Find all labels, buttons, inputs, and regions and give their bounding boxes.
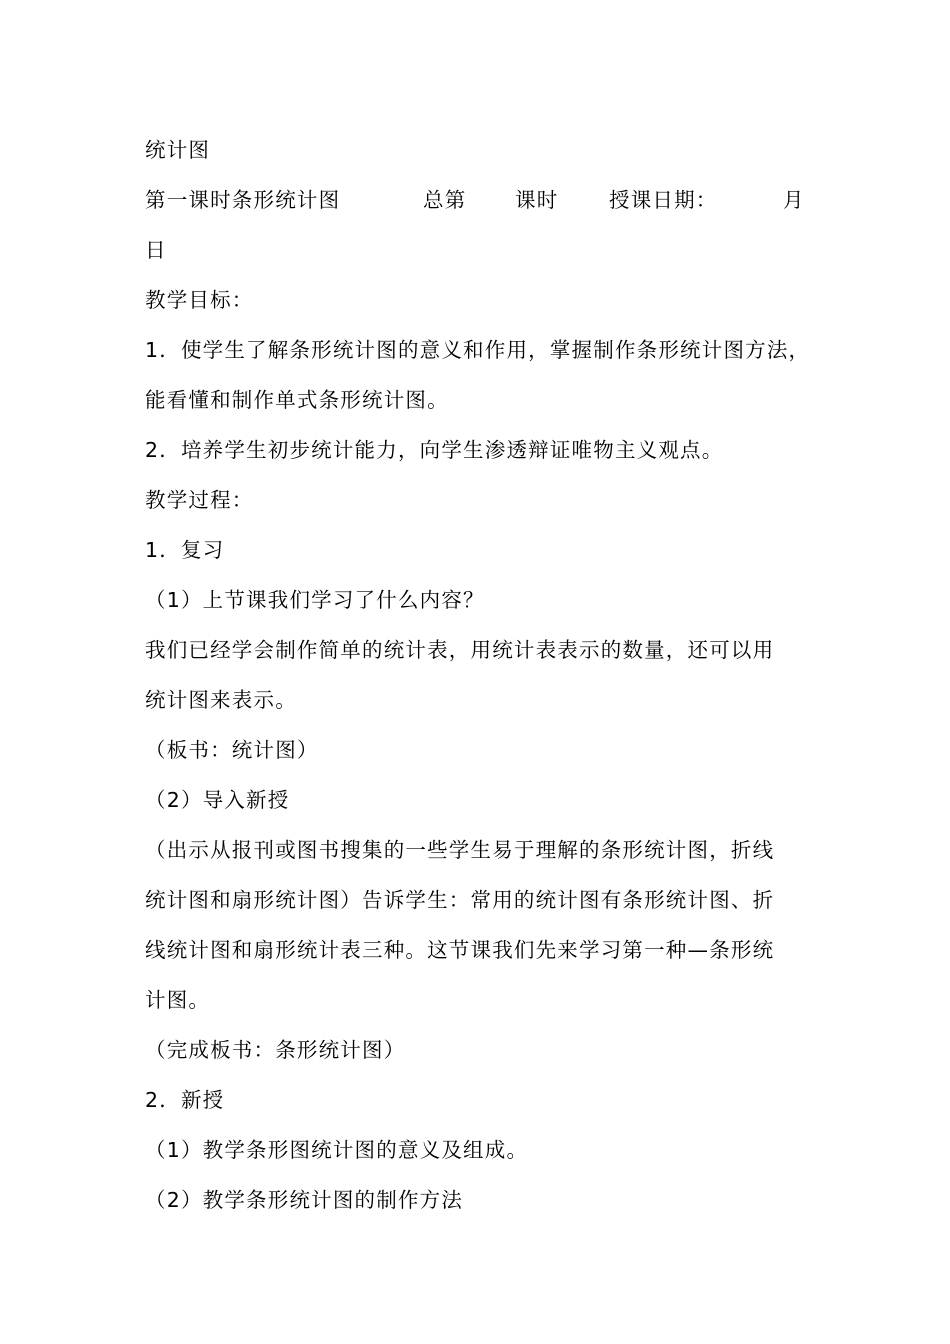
- paragraph-line: （出示从报刊或图书搜集的一些学生易于理解的条形统计图，折线: [145, 838, 775, 862]
- lesson-name: 第一课时条形统计图: [145, 188, 341, 212]
- period-label: 课时: [515, 188, 559, 212]
- paragraph-line: （1）上节课我们学习了什么内容？: [145, 588, 485, 612]
- day-label: 日: [145, 238, 167, 262]
- paragraph-line: （1）教学条形图统计图的意义及组成。: [145, 1138, 529, 1162]
- paragraph-line: （板书：统计图）: [145, 738, 319, 762]
- paragraph-line: 2．新授: [145, 1088, 225, 1112]
- lesson-header: [145, 186, 805, 214]
- paragraph-line: 计图。: [145, 988, 211, 1012]
- paragraph-line: （2）教学条形统计图的制作方法: [145, 1188, 464, 1212]
- paragraph-line: 能看懂和制作单式条形统计图。: [145, 388, 449, 412]
- total-label: 总第: [423, 188, 467, 212]
- paragraph-line: 统计图来表示。: [145, 688, 297, 712]
- paragraph-line: 1．使学生了解条形统计图的意义和作用，掌握制作条形统计图方法，: [145, 338, 811, 362]
- date-label: 授课日期：: [609, 188, 718, 212]
- paragraph-line: 统计图和扇形统计图）告诉学生：常用的统计图有条形统计图、折: [145, 888, 775, 912]
- paragraph-line: （2）导入新授: [145, 788, 290, 812]
- month-label: 月: [783, 188, 805, 212]
- paragraph-line: 1．复习: [145, 538, 225, 562]
- paragraph-line: 教学过程：: [145, 488, 254, 512]
- paragraph-line: （完成板书：条形统计图）: [145, 1038, 406, 1062]
- paragraph-line: 线统计图和扇形统计表三种。这节课我们先来学习第一种—条形统: [145, 938, 775, 962]
- document-title: 统计图: [145, 138, 211, 162]
- paragraph-line: 2．培养学生初步统计能力，向学生渗透辩证唯物主义观点。: [145, 438, 724, 462]
- paragraph-line: 教学目标：: [145, 288, 254, 312]
- paragraph-line: 我们已经学会制作简单的统计表，用统计表表示的数量，还可以用: [145, 638, 775, 662]
